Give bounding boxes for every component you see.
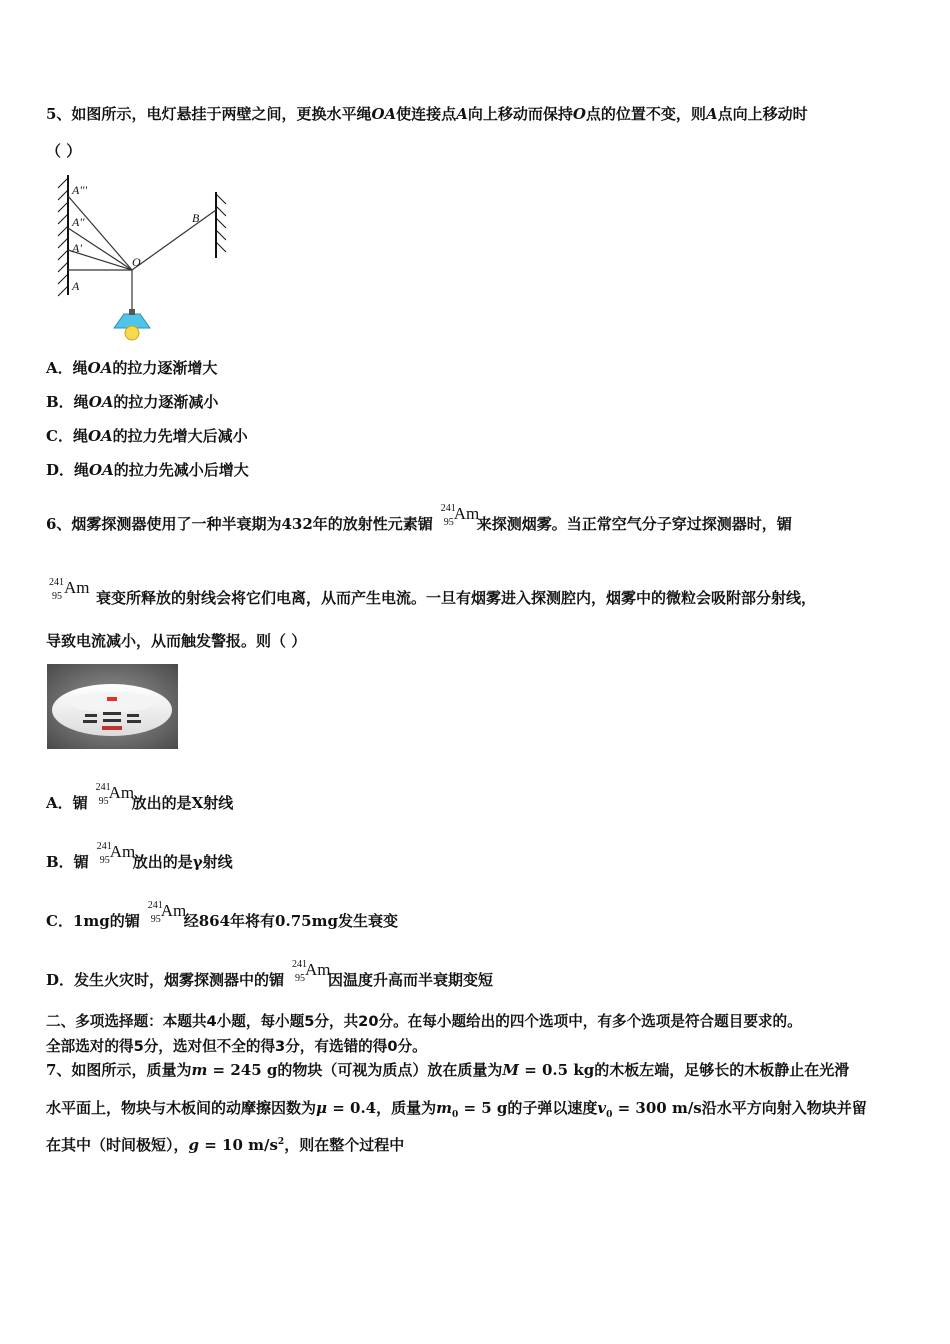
q7-stem-line1: 7、如图所示，质量为m = 245 g的物块（可视为质点）放在质量为M = 0.5 kg的木板左端，足够长的木板静止在光滑 [46,1061,850,1079]
q6-stem-line2: 241 95 Am 衰变所释放的射线会将它们电离，从而产生电流。一旦有烟雾进入探测腔内，烟雾中的微粒会吸附部分射线， [46,579,816,609]
section2-heading-line1: 二、多项选择题：本题共4小题，每小题5分，共20分。在每小题给出的四个选项中，有多个选项是符合题目要求的。 [46,1013,802,1030]
label-a-double-prime: A'' [72,215,85,229]
q5-option-b[interactable]: B．绳OA的拉力逐渐减小 [46,393,219,411]
q5-lamp-figure [44,170,244,345]
q5-option-d[interactable]: D．绳OA的拉力先减小后增大 [46,461,249,479]
smoke-detector-photo [47,664,178,749]
label-a: A [72,279,80,293]
q6-option-a[interactable]: A．镅 241 95 Am 放出的是X射线 [46,782,234,812]
q7-stem-line3: 在其中（时间极短），g = 10 $m/s^2$，则在整个过程中 [46,1136,405,1154]
americium-nuclide: 241 95 Am [95,782,135,807]
americium-nuclide: 241 95 Am [147,900,187,925]
q6-option-c[interactable]: C．1mg的镅 241 95 Am 经864年将有0.75mg发生衰变 [46,900,398,930]
americium-nuclide: 241 95 Am [49,577,90,602]
q7-stem-line2: 水平面上，物块与木板间的动摩擦因数为μ = 0.4，质量为$m_0 = 5$ g的子弹以速度$v_0 = 300$ m/s沿水平方向射入物块并留 [46,1099,867,1120]
q5-stem: 5、如图所示，电灯悬挂于两壁之间，更换水平绳OA使连接点A向上移动而保持O点的位置不变，则A点向上移动时 [46,105,808,123]
label-o: O [132,255,141,269]
label-a-triple-prime: A''' [72,183,88,197]
section2-heading-line2: 全部选对的得5分，选对但不全的得3分，有选错的得0分。 [46,1038,427,1055]
americium-nuclide: 241 95 Am [440,503,480,528]
q6-stem-line1: 6、烟雾探测器使用了一种半衰期为432年的放射性元素镅 241 95 Am 来探测烟雾。当正常空气分子穿过探测器时，镅 [46,503,792,533]
q6-option-d[interactable]: D．发生火灾时，烟雾探测器中的镅 241 95 Am 因温度升高而半衰期变短 [46,959,494,989]
q5-answer-paren: （ ） [46,142,82,160]
q5-option-a[interactable]: A．绳OA的拉力逐渐增大 [46,359,218,377]
americium-nuclide: 241 95 Am [292,959,331,984]
label-a-prime: A' [72,241,82,255]
q5-option-c[interactable]: C．绳OA的拉力先增大后减小 [46,427,248,445]
q6-option-b[interactable]: B．镅 241 95 Am 放出的是γ射线 [46,841,233,871]
americium-nuclide: 241 95 Am [96,841,136,866]
label-b: B [192,211,200,225]
lamp-icon [114,309,150,340]
q6-stem-line3: 导致电流减小，从而触发警报。则（ ） [46,632,307,650]
